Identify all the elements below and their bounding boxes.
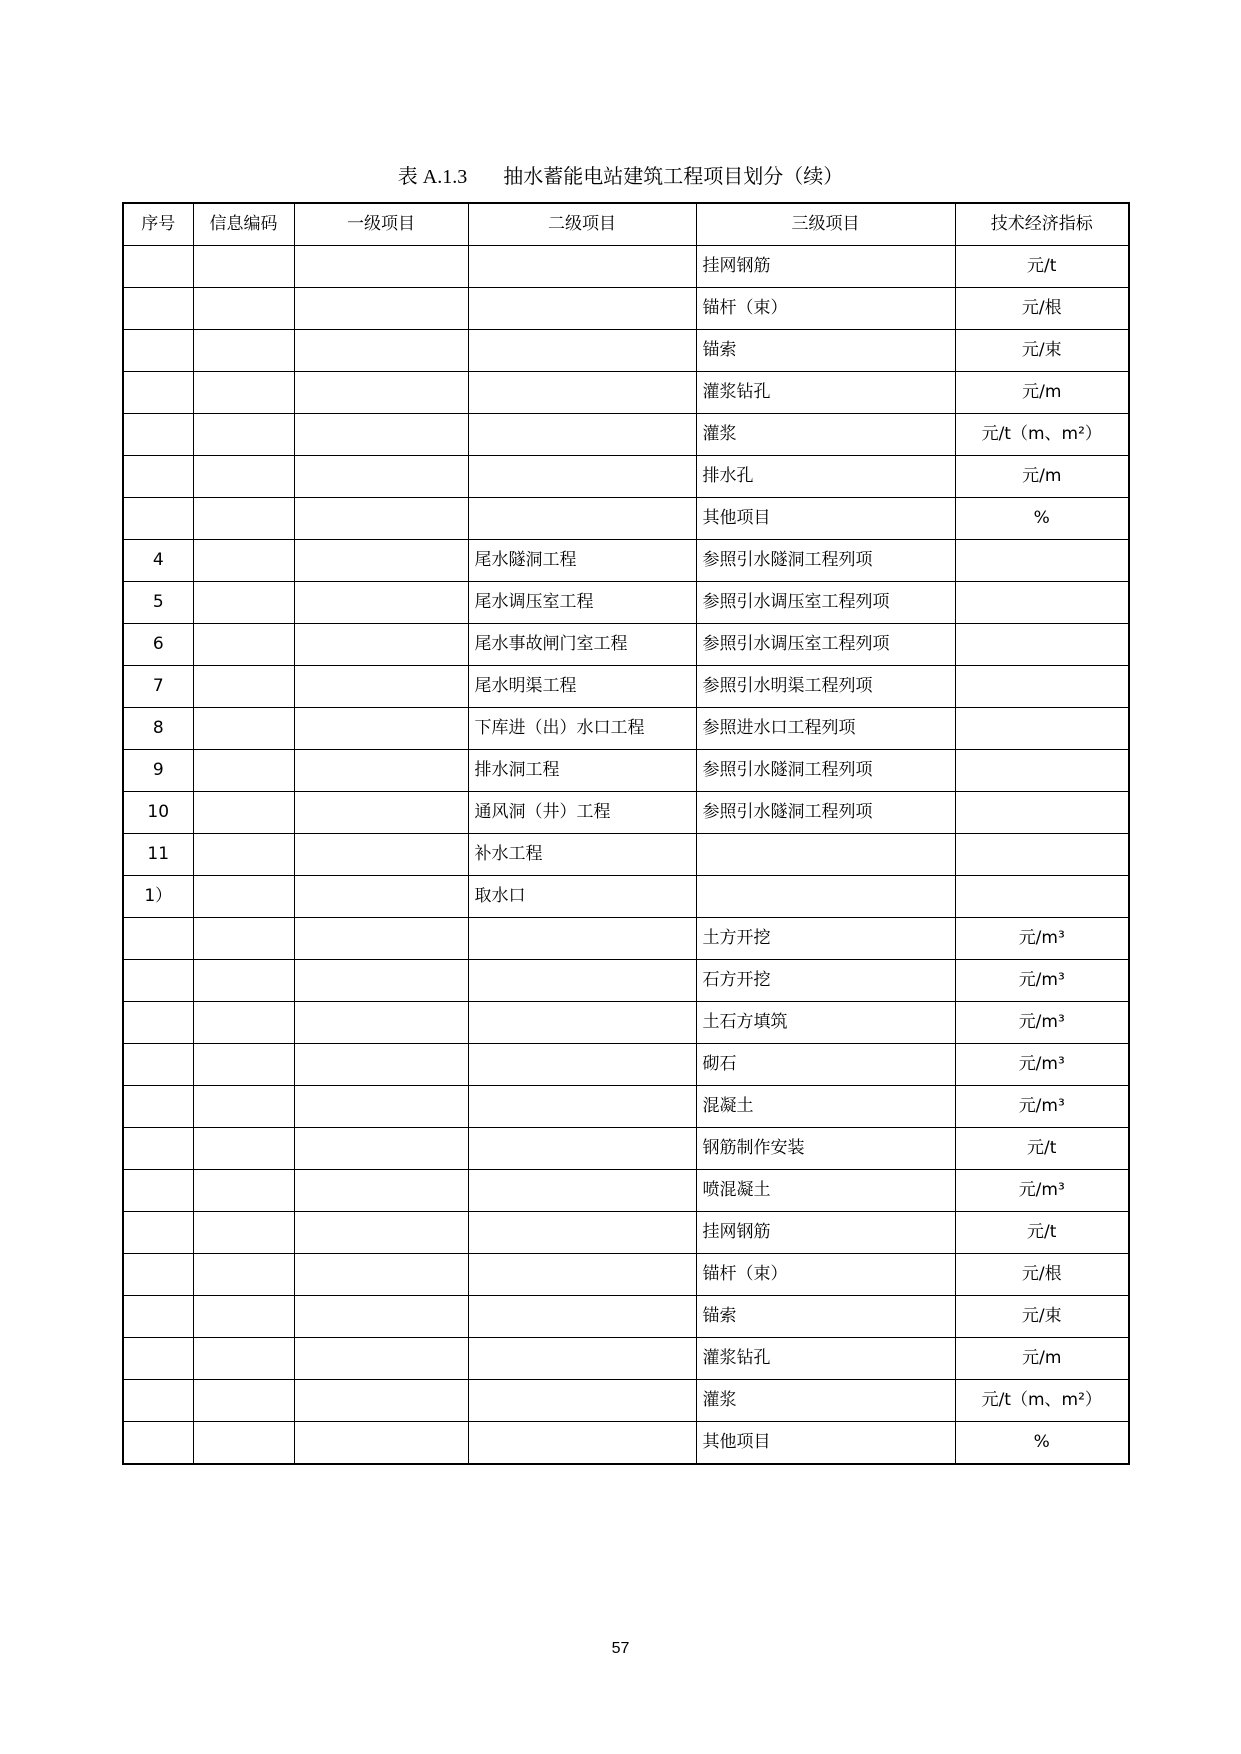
table-row [123,288,1129,330]
level3-cell: 石方开挖 [696,960,955,1002]
serial-cell [123,1296,193,1338]
level1-cell [294,372,468,414]
level3-cell: 喷混凝土 [696,1170,955,1212]
indicator-cell: % [955,1422,1129,1465]
serial-cell: 10 [123,792,193,834]
level3-cell: 参照引水隧洞工程列项 [696,750,955,792]
level3-cell: 参照引水调压室工程列项 [696,624,955,666]
level1-cell [294,708,468,750]
table-row [123,372,1129,414]
table-row [123,414,1129,456]
indicator-cell: % [955,498,1129,540]
table-row [123,1128,1129,1170]
level3-cell: 钢筋制作安装 [696,1128,955,1170]
info-code-cell [193,792,294,834]
level2-cell [468,1170,696,1212]
serial-cell [123,1044,193,1086]
indicator-cell [955,582,1129,624]
info-code-cell [193,1044,294,1086]
level3-cell: 锚杆（束） [696,1254,955,1296]
level1-cell [294,960,468,1002]
indicator-cell [955,708,1129,750]
info-code-cell [193,1296,294,1338]
table-row [123,540,1129,582]
level2-cell [468,498,696,540]
info-code-cell [193,582,294,624]
info-code-cell [193,750,294,792]
indicator-cell: 元/m [955,372,1129,414]
level3-cell: 参照引水隧洞工程列项 [696,792,955,834]
info-code-cell [193,918,294,960]
table-caption: 抽水蓄能电站建筑工程项目划分（续） [503,164,844,188]
indicator-cell: 元/t [955,1212,1129,1254]
serial-cell: 7 [123,666,193,708]
level3-cell [696,876,955,918]
level1-cell [294,666,468,708]
serial-cell [123,246,193,288]
level1-cell [294,582,468,624]
level3-cell: 土石方填筑 [696,1002,955,1044]
level1-cell [294,1254,468,1296]
serial-cell [123,1086,193,1128]
table-row [123,834,1129,876]
header-level2: 二级项目 [468,203,696,246]
table-header-row [123,203,1129,246]
header-serial: 序号 [123,203,193,246]
level1-cell [294,414,468,456]
indicator-cell: 元/m³ [955,918,1129,960]
indicator-cell: 元/m³ [955,1002,1129,1044]
indicator-cell [955,792,1129,834]
serial-cell [123,1422,193,1465]
indicator-cell [955,834,1129,876]
level2-cell [468,1380,696,1422]
level1-cell [294,1380,468,1422]
table-row [123,330,1129,372]
level3-cell: 灌浆钻孔 [696,1338,955,1380]
level1-cell [294,750,468,792]
indicator-cell [955,876,1129,918]
level2-cell: 尾水事故闸门室工程 [468,624,696,666]
level2-cell [468,1212,696,1254]
info-code-cell [193,708,294,750]
level1-cell [294,1296,468,1338]
level1-cell [294,1422,468,1465]
serial-cell [123,960,193,1002]
table-row [123,456,1129,498]
level3-cell: 锚索 [696,330,955,372]
info-code-cell [193,330,294,372]
level3-cell: 挂网钢筋 [696,1212,955,1254]
table-body [123,246,1129,1465]
indicator-cell: 元/m³ [955,1170,1129,1212]
table-row [123,750,1129,792]
level1-cell [294,624,468,666]
table-row [123,246,1129,288]
indicator-cell: 元/根 [955,1254,1129,1296]
info-code-cell [193,498,294,540]
info-code-cell [193,1212,294,1254]
info-code-cell [193,1254,294,1296]
info-code-cell [193,246,294,288]
level2-cell [468,1086,696,1128]
indicator-cell: 元/m [955,456,1129,498]
level2-cell: 排水洞工程 [468,750,696,792]
serial-cell: 5 [123,582,193,624]
info-code-cell [193,1338,294,1380]
indicator-cell: 元/根 [955,288,1129,330]
indicator-cell: 元/束 [955,330,1129,372]
level1-cell [294,540,468,582]
serial-cell [123,456,193,498]
header-level3: 三级项目 [696,203,955,246]
table-row [123,1254,1129,1296]
info-code-cell [193,288,294,330]
level2-cell [468,1296,696,1338]
level1-cell [294,834,468,876]
table-row [123,876,1129,918]
indicator-cell: 元/m [955,1338,1129,1380]
info-code-cell [193,624,294,666]
level3-cell: 灌浆钻孔 [696,372,955,414]
level2-cell [468,1044,696,1086]
serial-cell [123,330,193,372]
serial-cell [123,1128,193,1170]
level3-cell: 土方开挖 [696,918,955,960]
table-row [123,1422,1129,1465]
info-code-cell [193,1086,294,1128]
level2-cell: 取水口 [468,876,696,918]
serial-cell [123,498,193,540]
level2-cell [468,1002,696,1044]
indicator-cell: 元/m³ [955,960,1129,1002]
level1-cell [294,876,468,918]
info-code-cell [193,1170,294,1212]
table-row [123,624,1129,666]
info-code-cell [193,876,294,918]
info-code-cell [193,1422,294,1465]
level2-cell [468,960,696,1002]
level3-cell: 参照引水调压室工程列项 [696,582,955,624]
table-row [123,1380,1129,1422]
level3-cell: 锚索 [696,1296,955,1338]
header-info-code: 信息编码 [193,203,294,246]
level2-cell [468,330,696,372]
level1-cell [294,1086,468,1128]
level2-cell [468,1338,696,1380]
level1-cell [294,918,468,960]
level2-cell [468,456,696,498]
level1-cell [294,1338,468,1380]
level1-cell [294,1170,468,1212]
table-row [123,918,1129,960]
table-row [123,1044,1129,1086]
serial-cell: 6 [123,624,193,666]
info-code-cell [193,414,294,456]
level3-cell: 灌浆 [696,414,955,456]
table-row [123,498,1129,540]
serial-cell [123,1170,193,1212]
serial-cell [123,372,193,414]
level1-cell [294,1212,468,1254]
level3-cell [696,834,955,876]
info-code-cell [193,1002,294,1044]
level3-cell: 砌石 [696,1044,955,1086]
level3-cell: 排水孔 [696,456,955,498]
header-indicator: 技术经济指标 [955,203,1129,246]
level2-cell [468,372,696,414]
level2-cell: 尾水明渠工程 [468,666,696,708]
indicator-cell [955,540,1129,582]
table-row [123,1086,1129,1128]
page-number: 57 [611,1640,630,1657]
project-division-table [122,202,1130,1465]
indicator-cell: 元/m³ [955,1044,1129,1086]
serial-cell [123,288,193,330]
level3-cell: 混凝土 [696,1086,955,1128]
level2-cell [468,414,696,456]
level1-cell [294,456,468,498]
table-row [123,1212,1129,1254]
level1-cell [294,1128,468,1170]
level1-cell [294,1002,468,1044]
table-row [123,960,1129,1002]
level2-cell [468,1254,696,1296]
level2-cell [468,288,696,330]
serial-cell [123,1254,193,1296]
level2-cell [468,246,696,288]
table-row [123,666,1129,708]
indicator-cell: 元/m³ [955,1086,1129,1128]
level2-cell: 尾水隧洞工程 [468,540,696,582]
serial-cell: 9 [123,750,193,792]
level3-cell: 其他项目 [696,498,955,540]
serial-cell [123,1338,193,1380]
level2-cell [468,918,696,960]
table-title [0,160,1241,189]
level3-cell: 参照引水明渠工程列项 [696,666,955,708]
indicator-cell: 元/束 [955,1296,1129,1338]
level3-cell: 参照引水隧洞工程列项 [696,540,955,582]
serial-cell [123,918,193,960]
info-code-cell [193,960,294,1002]
level2-cell [468,1128,696,1170]
info-code-cell [193,456,294,498]
serial-cell [123,1002,193,1044]
serial-cell [123,414,193,456]
table-row [123,792,1129,834]
level2-cell: 下库进（出）水口工程 [468,708,696,750]
info-code-cell [193,666,294,708]
indicator-cell [955,750,1129,792]
indicator-cell: 元/t（m、m²） [955,1380,1129,1422]
level2-cell: 尾水调压室工程 [468,582,696,624]
indicator-cell: 元/t [955,1128,1129,1170]
level2-cell: 通风洞（井）工程 [468,792,696,834]
serial-cell: 4 [123,540,193,582]
indicator-cell [955,666,1129,708]
level2-cell [468,1422,696,1465]
level3-cell: 锚杆（束） [696,288,955,330]
level1-cell [294,498,468,540]
level2-cell: 补水工程 [468,834,696,876]
level3-cell: 挂网钢筋 [696,246,955,288]
serial-cell: 8 [123,708,193,750]
serial-cell [123,1380,193,1422]
level1-cell [294,246,468,288]
level1-cell [294,792,468,834]
level1-cell [294,288,468,330]
level3-cell: 其他项目 [696,1422,955,1465]
indicator-cell: 元/t [955,246,1129,288]
level3-cell: 参照进水口工程列项 [696,708,955,750]
table-row [123,1170,1129,1212]
serial-cell: 11 [123,834,193,876]
level1-cell [294,330,468,372]
info-code-cell [193,540,294,582]
table-row [123,1296,1129,1338]
header-level1: 一级项目 [294,203,468,246]
indicator-cell: 元/t（m、m²） [955,414,1129,456]
table-row [123,1002,1129,1044]
info-code-cell [193,834,294,876]
table-row [123,582,1129,624]
level1-cell [294,1044,468,1086]
table-row [123,1338,1129,1380]
serial-cell: 1） [123,876,193,918]
info-code-cell [193,1380,294,1422]
info-code-cell [193,372,294,414]
info-code-cell [193,1128,294,1170]
serial-cell [123,1212,193,1254]
indicator-cell [955,624,1129,666]
level3-cell: 灌浆 [696,1380,955,1422]
table-row [123,708,1129,750]
table-number: 表 A.1.3 [397,166,468,188]
